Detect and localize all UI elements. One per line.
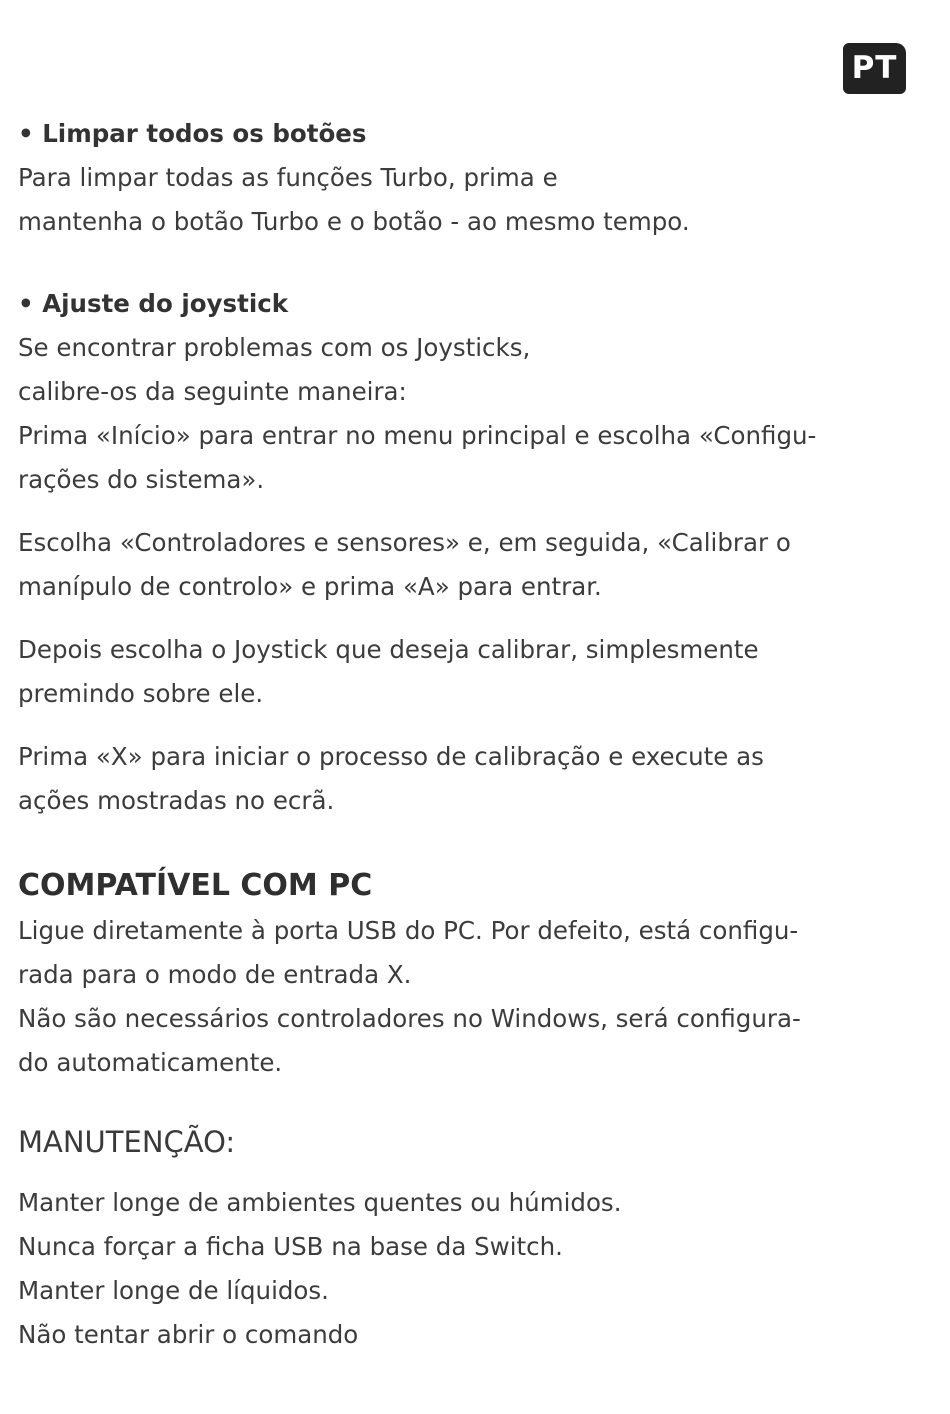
text-line: Não tentar abrir o comando — [18, 1320, 359, 1349]
section-joystick-adjust — [18, 282, 923, 823]
section-title: COMPATÍVEL COM PC — [18, 868, 373, 903]
text-line: rações do sistema». — [18, 465, 265, 494]
text-line: Escolha «Controladores e sensores» e, em seguida, «Calibrar o — [18, 528, 791, 557]
text-line: premindo sobre ele. — [18, 679, 264, 708]
text-line: Prima «X» para iniciar o processo de calibração e execute as — [18, 742, 764, 771]
text-line: Manter longe de líquidos. — [18, 1276, 329, 1305]
text-line: Não são necessários controladores no Windows, será configura- — [18, 1004, 801, 1033]
section-heading: • Ajuste do joystick — [18, 289, 289, 318]
section-clear-buttons — [18, 112, 923, 244]
document-body — [18, 112, 923, 1357]
text-line: Prima «Início» para entrar no menu principal e escolha «Configu- — [18, 421, 817, 450]
paragraph — [18, 628, 923, 716]
section-pc-compat — [18, 863, 923, 1085]
text-line: Nunca forçar a ficha USB na base da Switch. — [18, 1232, 563, 1261]
section-maintenance — [18, 1119, 923, 1357]
paragraph — [18, 521, 923, 609]
text-line: Manter longe de ambientes quentes ou húmidos. — [18, 1188, 622, 1217]
text-line: Se encontrar problemas com os Joysticks, — [18, 333, 531, 362]
text-line: manípulo de controlo» e prima «A» para entrar. — [18, 572, 602, 601]
paragraph — [18, 735, 923, 823]
text-line: Depois escolha o Joystick que deseja calibrar, simplesmente — [18, 635, 759, 664]
section-heading: • Limpar todos os botões — [18, 119, 367, 148]
text-line: ações mostradas no ecrã. — [18, 786, 335, 815]
section-title: MANUTENÇÃO: — [18, 1125, 236, 1159]
text-line: Ligue diretamente à porta USB do PC. Por defeito, está configu- — [18, 916, 799, 945]
language-badge: PT — [843, 43, 906, 94]
text-line: do automaticamente. — [18, 1048, 283, 1077]
text-line: Para limpar todas as funções Turbo, prima e — [18, 163, 558, 192]
paragraph — [18, 326, 923, 502]
text-line: mantenha o botão Turbo e o botão - ao mesmo tempo. — [18, 207, 690, 236]
text-line: rada para o modo de entrada X. — [18, 960, 412, 989]
text-line: calibre-os da seguinte maneira: — [18, 377, 407, 406]
